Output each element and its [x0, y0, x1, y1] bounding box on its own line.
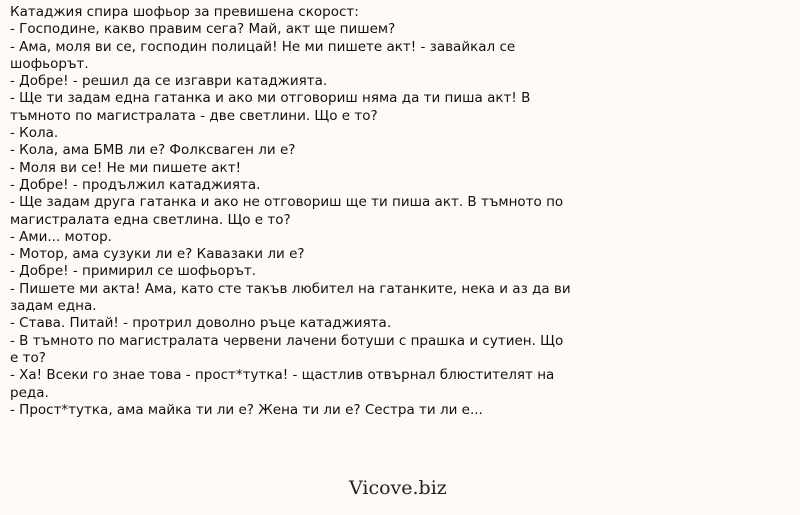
- joke-line: - Прост*тутка, ама майка ти ли е? Жена ти ли е? Сестра ти ли е...: [10, 401, 483, 418]
- joke-line: - Кола, ама БМВ ли е? Фолксваген ли е?: [10, 142, 296, 159]
- joke-line: - Мотор, ама сузуки ли е? Кавазаки ли е?: [10, 246, 305, 263]
- joke-line: - Добре! - решил да се изгаври катаджията.: [10, 73, 328, 90]
- joke-line: - Ама, моля ви се, господин полицай! Не ми пишете акт! - завайкал се шофьорът.: [10, 38, 516, 72]
- joke-line: - Пишете ми акта! Ама, като сте такъв любител на гатанките, нека и аз да ви задам една.: [10, 280, 571, 315]
- joke-line: - В тъмното по магистралата червени лачени ботуши с прашка и сутиен. Що е то?: [10, 332, 564, 366]
- joke-line: - Господине, какво правим сега? Май, акт ще пишем?: [10, 21, 396, 38]
- joke-line: - Ще задам друга гатанка и ако не отговориш ще ти пиша акт. В тъмното по магистралата една светлина. Що е то?: [10, 194, 564, 228]
- site-watermark: Vicove.biz: [349, 477, 447, 499]
- joke-line: - Става. Питай! - протрил доволно ръце катаджията.: [10, 315, 392, 332]
- joke-line: - Ами... мотор.: [10, 228, 112, 245]
- joke-line: - Ще ти задам една гатанка и ако ми отговориш няма да ти пиша акт! В тъмното по магистралата - две светлини. Що е то?: [10, 90, 531, 124]
- joke-line: - Добре! - примирил се шофьорът.: [10, 263, 257, 280]
- joke-line: - Добре! - продължил катаджията.: [10, 176, 261, 193]
- joke-line: - Ха! Всеки го знае това - прост*тутка! - щастлив отвърнал блюстителят на реда.: [10, 367, 555, 401]
- joke-line: - Моля ви се! Не ми пишете акт!: [10, 159, 241, 176]
- joke-text: [10, 4, 575, 419]
- joke-title: Катаджия спира шофьор за превишена скорост:: [10, 4, 359, 20]
- joke-line: - Кола.: [10, 125, 59, 142]
